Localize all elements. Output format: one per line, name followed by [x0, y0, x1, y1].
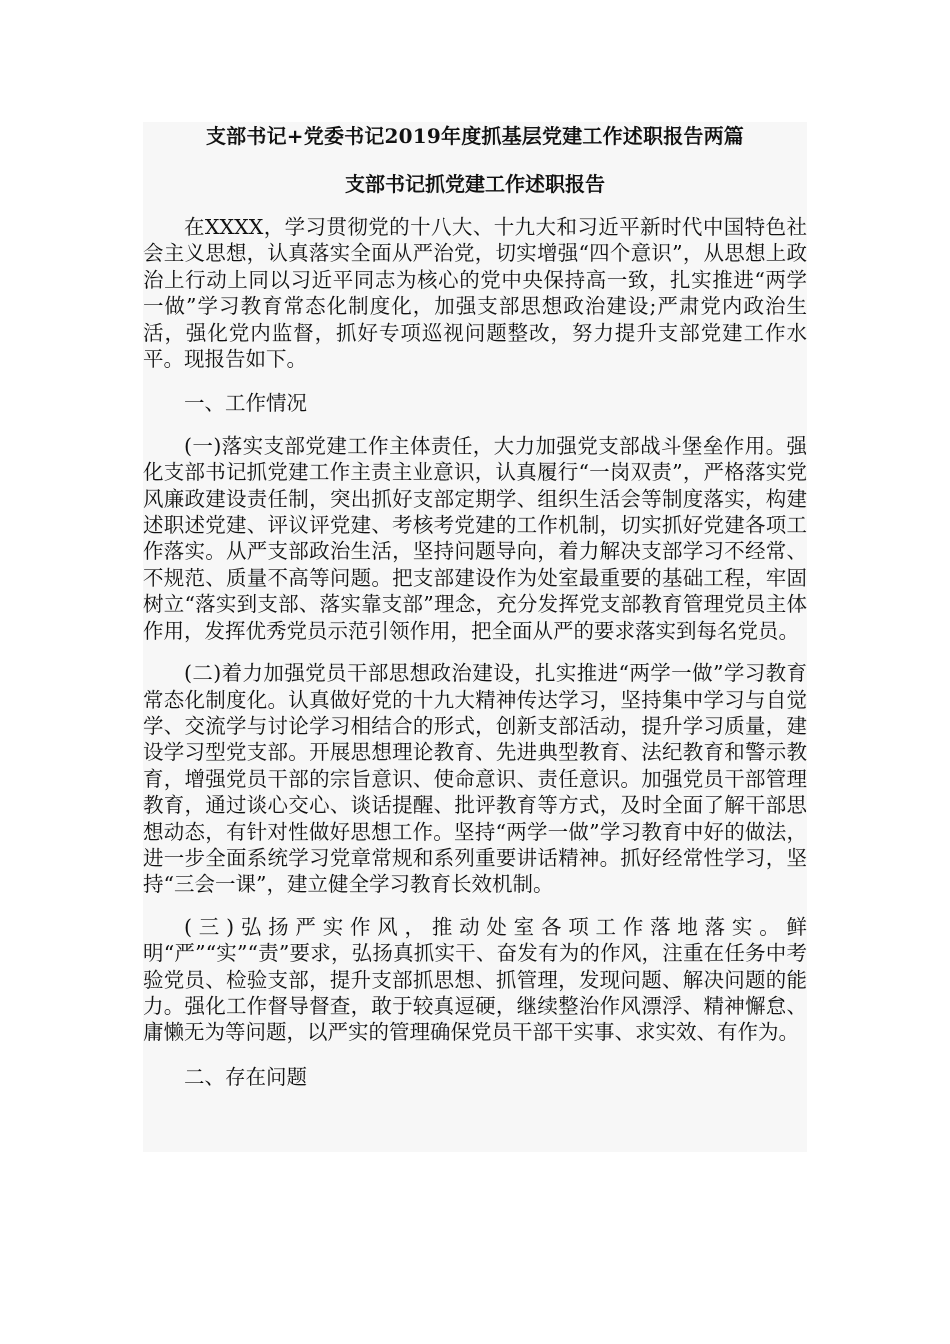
paragraph-item-2: (二)着力加强党员干部思想政治建设，扎实推进“两学一做”学习教育常态化制度化。认真做好党的十九大精神传达学习，坚持集中学习与自觉学、交流学与讨论学习相结合的形式，创新支部活动，提升学习质量，建设学习型党支部。开展思想理论教育、先进典型教育、法纪教育和警示教育，增强党员干部的宗旨意识、使命意识、责任意识。加强党员干部管理教育，通过谈心交心、谈话提醒、批评教育等方式，及时全面了解干部思想动态，有针对性做好思想工作。坚持“两学一做”学习教育中好的做法，进一步全面系统学习党章常规和系列重要讲话精神。抓好经常性学习，坚持“三会一课”，建立健全学习教育长效机制。 — [143, 661, 807, 897]
paragraph-item-1: (一)落实支部党建工作主体责任，大力加强党支部战斗堡垒作用。强化支部书记抓党建工作主责主业意识，认真履行“一岗双责”，严格落实党风廉政建设责任制，突出抓好支部定期学、组织生活会等制度落实，构建述职述党建、评议评党建、考核考党建的工作机制，切实抓好党建各项工作落实。从严支部政治生活，坚持问题导向，着力解决支部学习不经常、不规范、质量不高等问题。把支部建设作为处室最重要的基础工程，牢固树立“落实到支部、落实靠支部”理念，充分发挥党支部教育管理党员主体作用，发挥优秀党员示范引领作用，把全面从严的要求落实到每名党员。 — [143, 433, 807, 643]
section-heading-work-status: 一、工作情况 — [184, 391, 307, 416]
paragraph-item-3: (三)弘扬严实作风，推动处室各项工作落地落实。鲜明“严”“实”“责”要求，弘扬真抓实干、奋发有为的作风，注重在任务中考验党员、检验支部，提升支部抓思想、抓管理，发现问题、解决问题的能力。强化工作督导督查，敢于较真逗硬，继续整治作风漂浮、精神懈怠、庸懒无为等问题，以严实的管理确保党员干部干实事、求实效、有作为。 — [143, 914, 807, 1045]
document-body — [143, 122, 807, 1090]
document-title: 支部书记+党委书记2019年度抓基层党建工作述职报告两篇 — [205, 124, 745, 148]
section-heading-problems: 二、存在问题 — [184, 1064, 307, 1089]
intro-paragraph: 在XXXX，学习贯彻党的十八大、十九大和习近平新时代中国特色社会主义思想，认真落实全面从严治党，切实增强“四个意识”，从思想上政治上行动上同以习近平同志为核心的党中央保持高一致，扎实推进“两学一做”学习教育常态化制度化，加强支部思想政治建设;严肃党内政治生活，强化党内监督，抓好专项巡视问题整改，努力提升支部党建工作水平。现报告如下。 — [143, 215, 807, 372]
report-subtitle: 支部书记抓党建工作述职报告 — [345, 172, 605, 196]
